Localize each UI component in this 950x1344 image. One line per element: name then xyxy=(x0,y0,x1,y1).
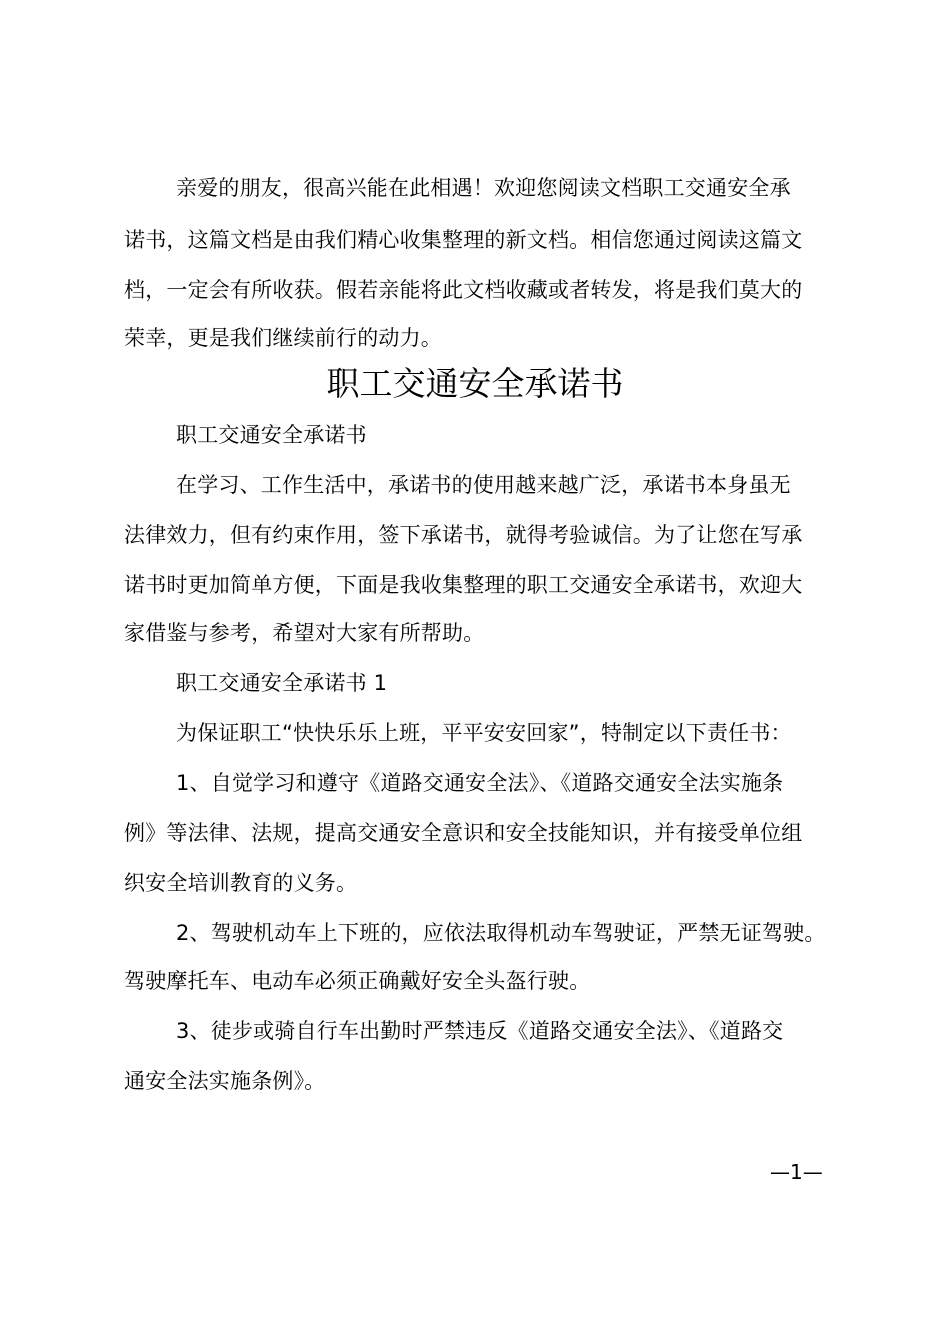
section-heading: 职工交通安全承诺书 1 xyxy=(176,671,388,695)
section-preamble: 为保证职工“快快乐乐上班，平平安安回家”，特制定以下责任书： xyxy=(176,721,792,745)
item-2-line-2: 驾驶摩托车、电动车必须正确戴好安全头盔行驶。 xyxy=(124,969,591,993)
item-3-line-2: 通安全法实施条例》。 xyxy=(124,1069,326,1093)
item-2-line-1: 2、驾驶机动车上下班的，应依法取得机动车驾驶证，严禁无证驾驶。 xyxy=(176,921,826,945)
intro-line-3: 档，一定会有所收获。假若亲能将此文档收藏或者转发，将是我们莫大的 xyxy=(124,278,803,302)
intro-line-4: 荣幸，更是我们继续前行的动力。 xyxy=(124,326,442,350)
item-3-line-1: 3、徒步或骑自行车出勤时严禁违反《道路交通安全法》、《道路交 xyxy=(176,1019,784,1043)
description-line-3: 诺书时更加简单方便，下面是我收集整理的职工交通安全承诺书，欢迎大 xyxy=(124,573,803,597)
item-1-line-1: 1、自觉学习和遵守《道路交通安全法》、《道路交通安全法实施条 xyxy=(176,771,784,795)
intro-line-1: 亲爱的朋友，很高兴能在此相遇！欢迎您阅读文档职工交通安全承 xyxy=(176,176,791,200)
description-line-2: 法律效力，但有约束作用，签下承诺书，就得考验诚信。为了让您在写承 xyxy=(124,523,803,547)
document-title: 职工交通安全承诺书 xyxy=(326,364,624,403)
intro-line-2: 诺书，这篇文档是由我们精心收集整理的新文档。相信您通过阅读这篇文 xyxy=(124,228,803,252)
description-line-4: 家借鉴与参考，希望对大家有所帮助。 xyxy=(124,621,485,645)
subtitle: 职工交通安全承诺书 xyxy=(176,423,367,447)
description-line-1: 在学习、工作生活中，承诺书的使用越来越广泛，承诺书本身虽无 xyxy=(176,473,791,497)
item-1-line-3: 织安全培训教育的义务。 xyxy=(124,871,358,895)
item-1-line-2: 例》等法律、法规，提高交通安全意识和安全技能知识，并有接受单位组 xyxy=(124,821,803,845)
page-number: —1— xyxy=(770,1160,823,1184)
